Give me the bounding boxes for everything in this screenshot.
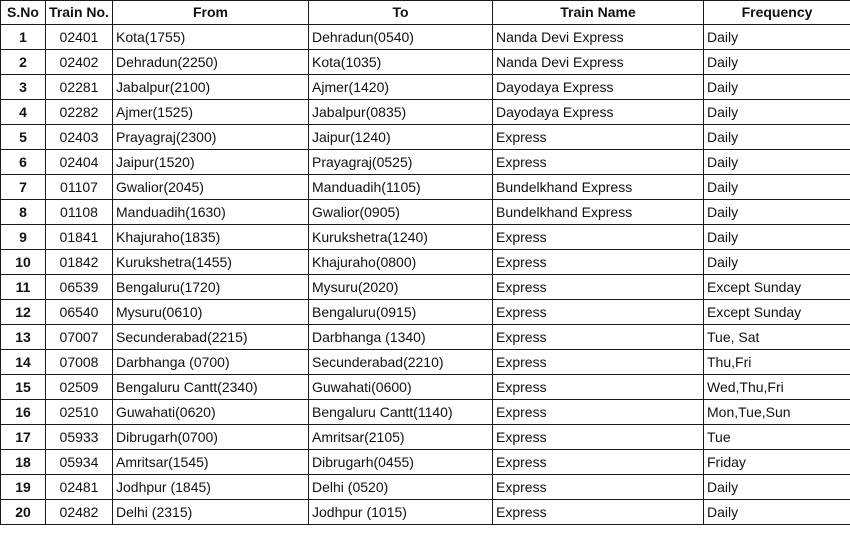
cell-train-no: 02403 [46, 125, 113, 150]
table-row [1, 325, 850, 350]
cell-train-no: 05934 [46, 450, 113, 475]
table-row [1, 150, 850, 175]
cell-sno: 16 [1, 400, 46, 425]
table-row [1, 75, 850, 100]
cell-to: Gwalior(0905) [309, 200, 493, 225]
cell-train-name: Bundelkhand Express [493, 200, 704, 225]
cell-frequency: Daily [704, 75, 850, 100]
cell-train-no: 05933 [46, 425, 113, 450]
cell-to: Dehradun(0540) [309, 25, 493, 50]
cell-train-no: 07007 [46, 325, 113, 350]
cell-to: Kurukshetra(1240) [309, 225, 493, 250]
cell-sno: 12 [1, 300, 46, 325]
cell-train-name: Express [493, 500, 704, 525]
table-row [1, 125, 850, 150]
table-row [1, 500, 850, 525]
cell-to: Manduadih(1105) [309, 175, 493, 200]
cell-from: Darbhanga (0700) [113, 350, 309, 375]
table-row [1, 475, 850, 500]
cell-from: Jaipur(1520) [113, 150, 309, 175]
cell-to: Jodhpur (1015) [309, 500, 493, 525]
cell-frequency: Mon,Tue,Sun [704, 400, 850, 425]
table-row [1, 400, 850, 425]
cell-to: Bengaluru(0915) [309, 300, 493, 325]
table-row [1, 275, 850, 300]
header-sno: S.No [1, 1, 46, 25]
cell-train-no: 02282 [46, 100, 113, 125]
cell-train-name: Express [493, 475, 704, 500]
cell-frequency: Daily [704, 100, 850, 125]
cell-frequency: Daily [704, 150, 850, 175]
cell-frequency: Daily [704, 25, 850, 50]
cell-to: Secunderabad(2210) [309, 350, 493, 375]
table-row [1, 450, 850, 475]
cell-frequency: Daily [704, 125, 850, 150]
cell-frequency: Friday [704, 450, 850, 475]
cell-frequency: Wed,Thu,Fri [704, 375, 850, 400]
cell-to: Delhi (0520) [309, 475, 493, 500]
table-row [1, 425, 850, 450]
cell-sno: 7 [1, 175, 46, 200]
cell-to: Prayagraj(0525) [309, 150, 493, 175]
cell-train-name: Express [493, 350, 704, 375]
cell-frequency: Thu,Fri [704, 350, 850, 375]
cell-from: Prayagraj(2300) [113, 125, 309, 150]
cell-to: Ajmer(1420) [309, 75, 493, 100]
cell-frequency: Daily [704, 475, 850, 500]
cell-from: Ajmer(1525) [113, 100, 309, 125]
cell-train-name: Express [493, 450, 704, 475]
cell-to: Khajuraho(0800) [309, 250, 493, 275]
cell-sno: 8 [1, 200, 46, 225]
table-row [1, 250, 850, 275]
cell-to: Bengaluru Cantt(1140) [309, 400, 493, 425]
cell-to: Dibrugarh(0455) [309, 450, 493, 475]
cell-sno: 3 [1, 75, 46, 100]
table-header [1, 1, 850, 25]
cell-sno: 20 [1, 500, 46, 525]
cell-train-no: 01108 [46, 200, 113, 225]
cell-sno: 9 [1, 225, 46, 250]
cell-from: Guwahati(0620) [113, 400, 309, 425]
header-from: From [113, 1, 309, 25]
cell-train-name: Express [493, 250, 704, 275]
cell-from: Mysuru(0610) [113, 300, 309, 325]
cell-train-name: Express [493, 275, 704, 300]
cell-train-no: 02402 [46, 50, 113, 75]
cell-from: Delhi (2315) [113, 500, 309, 525]
cell-sno: 15 [1, 375, 46, 400]
header-to: To [309, 1, 493, 25]
table-row [1, 25, 850, 50]
cell-frequency: Daily [704, 50, 850, 75]
cell-frequency: Tue [704, 425, 850, 450]
cell-train-no: 07008 [46, 350, 113, 375]
table-row [1, 175, 850, 200]
cell-train-no: 06540 [46, 300, 113, 325]
cell-train-name: Express [493, 150, 704, 175]
cell-sno: 19 [1, 475, 46, 500]
cell-frequency: Daily [704, 175, 850, 200]
cell-to: Amritsar(2105) [309, 425, 493, 450]
table-row [1, 300, 850, 325]
cell-train-name: Bundelkhand Express [493, 175, 704, 200]
cell-from: Jodhpur (1845) [113, 475, 309, 500]
table-row [1, 200, 850, 225]
cell-train-no: 06539 [46, 275, 113, 300]
cell-train-name: Nanda Devi Express [493, 50, 704, 75]
cell-frequency: Daily [704, 250, 850, 275]
cell-frequency: Except Sunday [704, 275, 850, 300]
cell-from: Bengaluru(1720) [113, 275, 309, 300]
cell-sno: 5 [1, 125, 46, 150]
cell-frequency: Daily [704, 225, 850, 250]
cell-frequency: Daily [704, 500, 850, 525]
cell-sno: 10 [1, 250, 46, 275]
cell-train-name: Express [493, 375, 704, 400]
cell-train-no: 02510 [46, 400, 113, 425]
header-row [1, 1, 850, 25]
cell-train-no: 02281 [46, 75, 113, 100]
cell-train-name: Express [493, 400, 704, 425]
cell-frequency: Tue, Sat [704, 325, 850, 350]
cell-train-name: Express [493, 225, 704, 250]
cell-sno: 6 [1, 150, 46, 175]
cell-train-no: 01842 [46, 250, 113, 275]
cell-from: Manduadih(1630) [113, 200, 309, 225]
table-row [1, 100, 850, 125]
cell-train-name: Dayodaya Express [493, 100, 704, 125]
cell-to: Mysuru(2020) [309, 275, 493, 300]
cell-train-no: 02509 [46, 375, 113, 400]
cell-to: Darbhanga (1340) [309, 325, 493, 350]
cell-sno: 18 [1, 450, 46, 475]
cell-from: Dehradun(2250) [113, 50, 309, 75]
cell-from: Gwalior(2045) [113, 175, 309, 200]
cell-to: Jabalpur(0835) [309, 100, 493, 125]
cell-train-no: 01841 [46, 225, 113, 250]
cell-train-no: 01107 [46, 175, 113, 200]
table-row [1, 350, 850, 375]
cell-from: Dibrugarh(0700) [113, 425, 309, 450]
cell-train-no: 02401 [46, 25, 113, 50]
cell-train-no: 02482 [46, 500, 113, 525]
header-train-name: Train Name [493, 1, 704, 25]
cell-train-no: 02481 [46, 475, 113, 500]
header-train-no: Train No. [46, 1, 113, 25]
cell-sno: 11 [1, 275, 46, 300]
cell-train-name: Express [493, 425, 704, 450]
table-row [1, 375, 850, 400]
cell-from: Secunderabad(2215) [113, 325, 309, 350]
table-row [1, 50, 850, 75]
cell-train-name: Express [493, 325, 704, 350]
cell-to: Kota(1035) [309, 50, 493, 75]
table-row [1, 225, 850, 250]
cell-train-no: 02404 [46, 150, 113, 175]
cell-frequency: Except Sunday [704, 300, 850, 325]
cell-to: Jaipur(1240) [309, 125, 493, 150]
cell-sno: 4 [1, 100, 46, 125]
table-body [1, 25, 850, 525]
cell-sno: 13 [1, 325, 46, 350]
cell-from: Amritsar(1545) [113, 450, 309, 475]
cell-sno: 14 [1, 350, 46, 375]
cell-sno: 2 [1, 50, 46, 75]
cell-sno: 1 [1, 25, 46, 50]
cell-train-name: Nanda Devi Express [493, 25, 704, 50]
cell-train-name: Express [493, 300, 704, 325]
cell-train-name: Dayodaya Express [493, 75, 704, 100]
cell-frequency: Daily [704, 200, 850, 225]
cell-from: Jabalpur(2100) [113, 75, 309, 100]
cell-train-name: Express [493, 125, 704, 150]
cell-from: Kurukshetra(1455) [113, 250, 309, 275]
header-frequency: Frequency [704, 1, 850, 25]
cell-from: Bengaluru Cantt(2340) [113, 375, 309, 400]
cell-from: Khajuraho(1835) [113, 225, 309, 250]
cell-from: Kota(1755) [113, 25, 309, 50]
cell-sno: 17 [1, 425, 46, 450]
cell-to: Guwahati(0600) [309, 375, 493, 400]
